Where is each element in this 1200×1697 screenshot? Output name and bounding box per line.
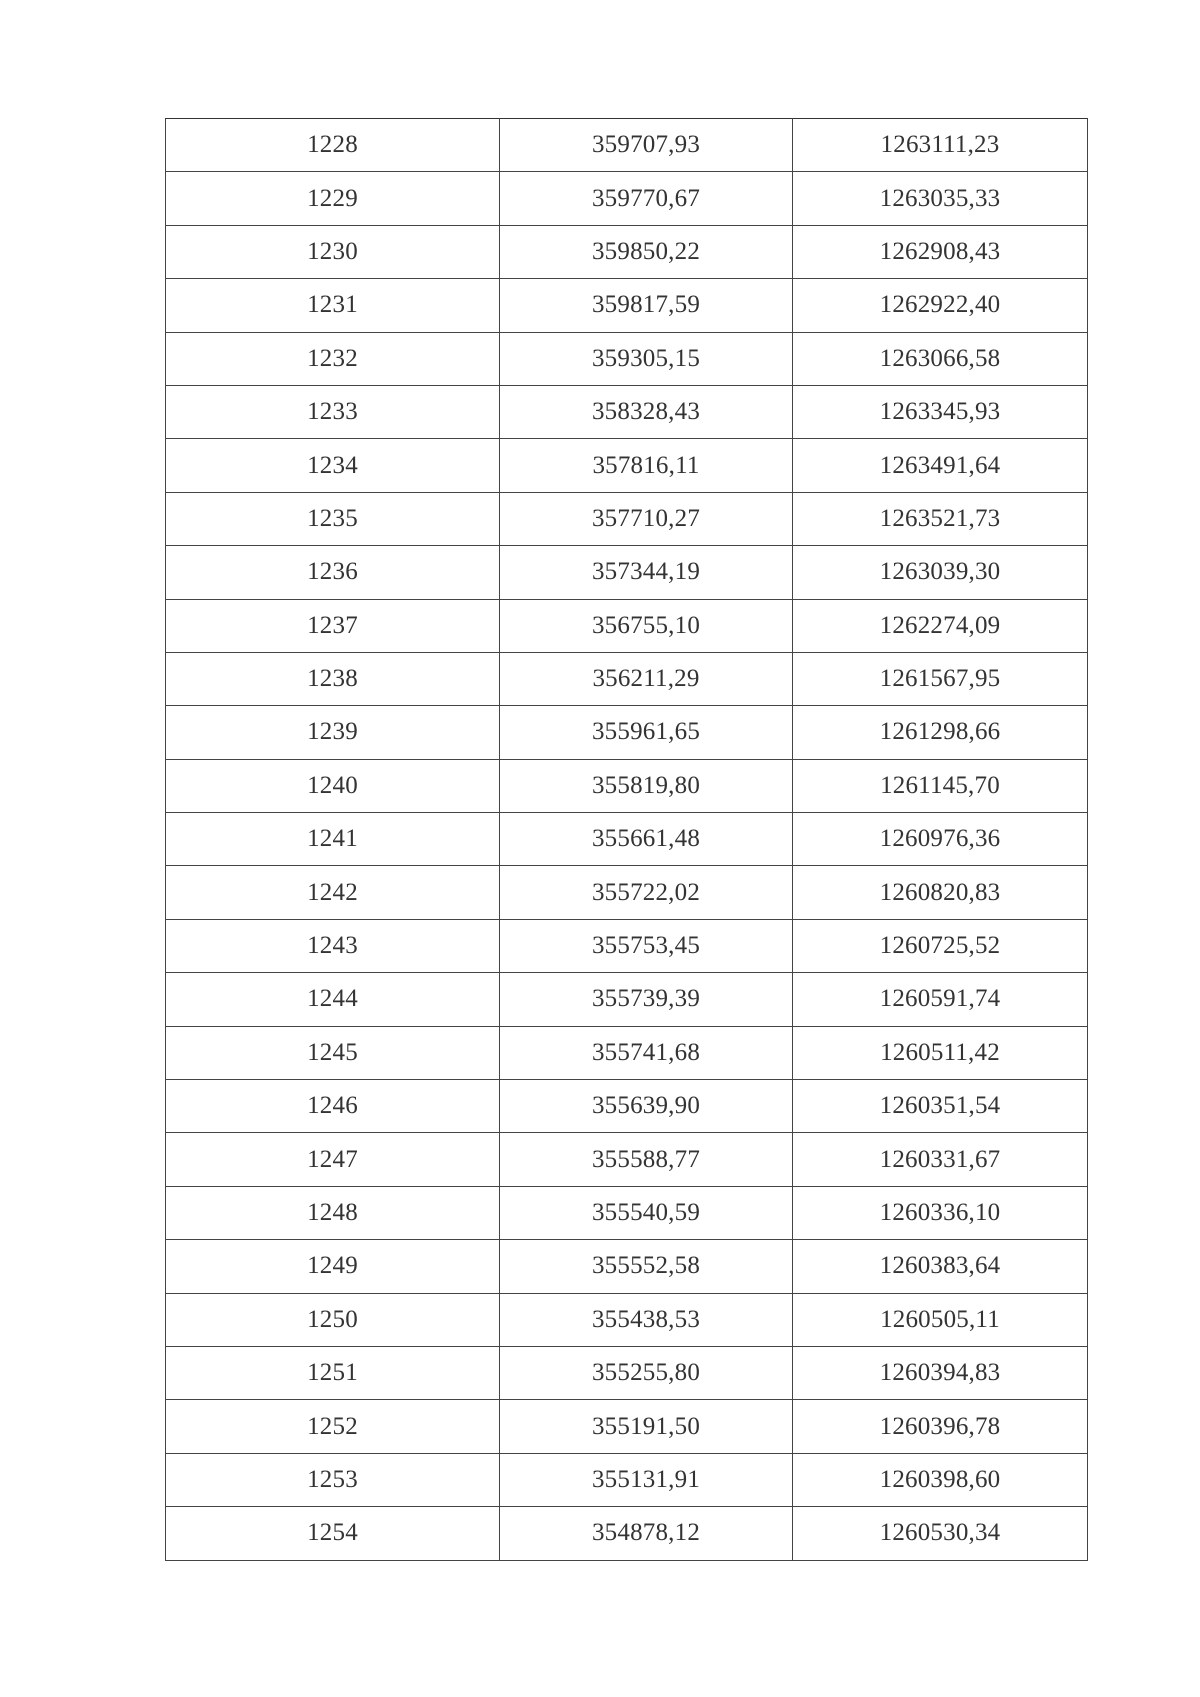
y-coordinate-cell: 1263491,64 [793,439,1088,492]
point-number-cell: 1245 [166,1026,500,1079]
table-row [166,1507,1088,1560]
point-number-cell: 1247 [166,1133,500,1186]
y-coordinate-cell: 1260530,34 [793,1507,1088,1560]
y-coordinate-cell: 1260336,10 [793,1186,1088,1239]
x-coordinate-cell: 355588,77 [500,1133,793,1186]
y-coordinate-cell: 1261298,66 [793,706,1088,759]
point-number-cell: 1252 [166,1400,500,1453]
y-coordinate-cell: 1260394,83 [793,1346,1088,1399]
table-row [166,866,1088,919]
y-coordinate-cell: 1263521,73 [793,492,1088,545]
x-coordinate-cell: 355741,68 [500,1026,793,1079]
y-coordinate-cell: 1261567,95 [793,652,1088,705]
point-number-cell: 1237 [166,599,500,652]
table-row [166,973,1088,1026]
x-coordinate-cell: 357710,27 [500,492,793,545]
table-row [166,1293,1088,1346]
point-number-cell: 1242 [166,866,500,919]
y-coordinate-cell: 1260505,11 [793,1293,1088,1346]
table-row [166,385,1088,438]
table-row [166,813,1088,866]
x-coordinate-cell: 355552,58 [500,1240,793,1293]
y-coordinate-cell: 1263035,33 [793,172,1088,225]
point-number-cell: 1246 [166,1080,500,1133]
table-row [166,1346,1088,1399]
point-number-cell: 1249 [166,1240,500,1293]
coordinates-table-body [166,119,1088,1561]
table-row [166,546,1088,599]
point-number-cell: 1229 [166,172,500,225]
x-coordinate-cell: 359770,67 [500,172,793,225]
x-coordinate-cell: 359817,59 [500,279,793,332]
x-coordinate-cell: 354878,12 [500,1507,793,1560]
y-coordinate-cell: 1260331,67 [793,1133,1088,1186]
x-coordinate-cell: 355131,91 [500,1453,793,1506]
y-coordinate-cell: 1260976,36 [793,813,1088,866]
y-coordinate-cell: 1263066,58 [793,332,1088,385]
table-row [166,599,1088,652]
y-coordinate-cell: 1263039,30 [793,546,1088,599]
table-row [166,1453,1088,1506]
point-number-cell: 1251 [166,1346,500,1399]
table-row [166,1240,1088,1293]
table-row [166,706,1088,759]
x-coordinate-cell: 355753,45 [500,919,793,972]
y-coordinate-cell: 1260725,52 [793,919,1088,972]
point-number-cell: 1241 [166,813,500,866]
point-number-cell: 1253 [166,1453,500,1506]
x-coordinate-cell: 359850,22 [500,225,793,278]
table-row [166,759,1088,812]
y-coordinate-cell: 1260820,83 [793,866,1088,919]
point-number-cell: 1236 [166,546,500,599]
table-row [166,439,1088,492]
coordinates-table [165,118,1088,1561]
point-number-cell: 1228 [166,119,500,172]
x-coordinate-cell: 355961,65 [500,706,793,759]
point-number-cell: 1244 [166,973,500,1026]
y-coordinate-cell: 1260398,60 [793,1453,1088,1506]
point-number-cell: 1254 [166,1507,500,1560]
x-coordinate-cell: 355438,53 [500,1293,793,1346]
y-coordinate-cell: 1260511,42 [793,1026,1088,1079]
y-coordinate-cell: 1262922,40 [793,279,1088,332]
point-number-cell: 1248 [166,1186,500,1239]
point-number-cell: 1234 [166,439,500,492]
table-row [166,279,1088,332]
point-number-cell: 1230 [166,225,500,278]
x-coordinate-cell: 355739,39 [500,973,793,1026]
y-coordinate-cell: 1263111,23 [793,119,1088,172]
table-row [166,492,1088,545]
point-number-cell: 1250 [166,1293,500,1346]
y-coordinate-cell: 1260383,64 [793,1240,1088,1293]
table-row [166,1186,1088,1239]
y-coordinate-cell: 1263345,93 [793,385,1088,438]
table-row [166,172,1088,225]
x-coordinate-cell: 355639,90 [500,1080,793,1133]
point-number-cell: 1238 [166,652,500,705]
x-coordinate-cell: 355661,48 [500,813,793,866]
table-row [166,332,1088,385]
y-coordinate-cell: 1262274,09 [793,599,1088,652]
x-coordinate-cell: 356755,10 [500,599,793,652]
y-coordinate-cell: 1262908,43 [793,225,1088,278]
table-row [166,919,1088,972]
x-coordinate-cell: 357816,11 [500,439,793,492]
table-row [166,1080,1088,1133]
y-coordinate-cell: 1260351,54 [793,1080,1088,1133]
x-coordinate-cell: 358328,43 [500,385,793,438]
point-number-cell: 1231 [166,279,500,332]
x-coordinate-cell: 359707,93 [500,119,793,172]
point-number-cell: 1239 [166,706,500,759]
x-coordinate-cell: 356211,29 [500,652,793,705]
point-number-cell: 1235 [166,492,500,545]
table-row [166,1133,1088,1186]
y-coordinate-cell: 1261145,70 [793,759,1088,812]
table-row [166,225,1088,278]
x-coordinate-cell: 355819,80 [500,759,793,812]
y-coordinate-cell: 1260396,78 [793,1400,1088,1453]
x-coordinate-cell: 355255,80 [500,1346,793,1399]
table-row [166,652,1088,705]
table-row [166,1400,1088,1453]
table-row [166,1026,1088,1079]
point-number-cell: 1240 [166,759,500,812]
x-coordinate-cell: 355540,59 [500,1186,793,1239]
point-number-cell: 1232 [166,332,500,385]
x-coordinate-cell: 359305,15 [500,332,793,385]
table-row [166,119,1088,172]
x-coordinate-cell: 355722,02 [500,866,793,919]
point-number-cell: 1233 [166,385,500,438]
y-coordinate-cell: 1260591,74 [793,973,1088,1026]
x-coordinate-cell: 355191,50 [500,1400,793,1453]
point-number-cell: 1243 [166,919,500,972]
x-coordinate-cell: 357344,19 [500,546,793,599]
